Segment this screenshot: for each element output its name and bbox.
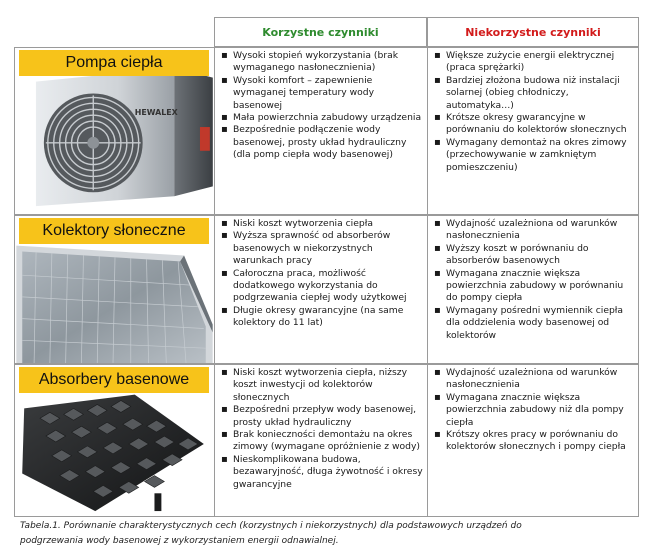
- row-title: Pompa ciepła: [19, 50, 209, 76]
- pool-absorbers-negative: [428, 365, 640, 516]
- heat-pump-positive: [215, 48, 427, 214]
- list-item: ▪ Wymagany pośredni wymiennik ciepła dla oddzielenia wody basenowej od kolektorów: [432, 305, 636, 342]
- caption-line: podgrzewania wody basenowej z wykorzystaniem energii odnawialnej.: [20, 536, 339, 546]
- list-item: ▪ Bezpośredni przepływ wody basenowej, prosty układ hydrauliczny: [219, 404, 423, 429]
- row-pool-absorbers: [14, 364, 639, 517]
- brand-label: HEWALEX: [134, 108, 178, 118]
- list-item: ▪ Mała powierzchnia zabudowy urządzenia: [219, 112, 423, 124]
- list-item: ▪ Wymagana znacznie większa powierzchnia zabudowy w porównaniu do pompy ciepła: [432, 268, 636, 305]
- list-item: ▪ Niski koszt wytworzenia ciepła: [219, 218, 423, 230]
- list-item: ▪ Wysoki komfort – zapewnienie wymaganej temperatury wody basenowej: [219, 75, 423, 112]
- list-item: ▪ Wymagany demontaż na okres zimowy (przechowywanie w zamkniętym pomieszczeniu): [432, 137, 636, 174]
- comparison-table: [14, 14, 642, 519]
- header-negative: Niekorzystne czynniki: [427, 17, 639, 47]
- list-item: ▪ Wyższy koszt w porównaniu do absorberów basenowych: [432, 243, 636, 268]
- list-item: ▪ Brak konieczności demontażu na okres zimowy (wymagane opróżnienie z wody): [219, 429, 423, 454]
- list-item: ▪ Krótsze okresy gwarancyjne w porównaniu do kolektorów słonecznych: [432, 112, 636, 137]
- caption-line: Tabela.1. Porównanie charakterystycznych cech (korzystnych i niekorzystnych) dla podstawowych urządzeń do: [20, 521, 522, 531]
- solar-collectors-positive: [215, 216, 427, 363]
- row-heat-pump: [14, 47, 639, 215]
- list-item: ▪ Niski koszt wytworzenia ciepła, niższy koszt inwestycji od kolektorów słonecznych: [219, 367, 423, 404]
- list-item: ▪ Większe zużycie energii elektrycznej (praca sprężarki): [432, 50, 636, 75]
- pool-absorber-image-cell: [15, 365, 214, 516]
- list-item: ▪ Wydajność uzależniona od warunków nasłonecznienia: [432, 367, 636, 392]
- list-item: ▪ Całoroczna praca, możliwość dodatkowego wykorzystania do podgrzewania ciepłej wody użytkowej: [219, 268, 423, 305]
- list-item: ▪ Wyższa sprawność od absorberów basenowych w niekorzystnych warunkach pracy: [219, 230, 423, 267]
- heat-pump-image-cell: [15, 48, 214, 214]
- list-item: ▪ Nieskomplikowana budowa, bezawaryjność, długa żywotność i okresy gwarancyjne: [219, 454, 423, 491]
- list-item: ▪ Bezpośrednie podłączenie wody basenowej, prosty układ hydrauliczny (dla pomp ciepła wody basenowej): [219, 124, 423, 161]
- header-positive: Korzystne czynniki: [214, 17, 427, 47]
- solar-collectors-negative: [428, 216, 640, 363]
- row-title: Absorbery basenowe: [19, 367, 209, 393]
- row-title: Kolektory słoneczne: [19, 218, 209, 244]
- list-item: ▪ Wydajność uzależniona od warunków nasłonecznienia: [432, 218, 636, 243]
- heat-pump-negative: [428, 48, 640, 214]
- table-caption: [20, 519, 640, 549]
- list-item: ▪ Bardziej złożona budowa niż instalacji solarnej (obieg chłodniczy, automatyka…): [432, 75, 636, 112]
- list-item: ▪ Krótszy okres pracy w porównaniu do kolektorów słonecznych i pompy ciepła: [432, 429, 636, 454]
- solar-collector-image-cell: [15, 216, 214, 363]
- list-item: ▪ Wysoki stopień wykorzystania (brak wymaganego nasłonecznienia): [219, 50, 423, 75]
- row-solar-collectors: [14, 215, 639, 364]
- list-item: ▪ Długie okresy gwarancyjne (na same kolektory do 11 lat): [219, 305, 423, 330]
- pool-absorbers-positive: [215, 365, 427, 516]
- list-item: ▪ Wymagana znacznie większa powierzchnia zabudowy niż dla pompy ciepła: [432, 392, 636, 429]
